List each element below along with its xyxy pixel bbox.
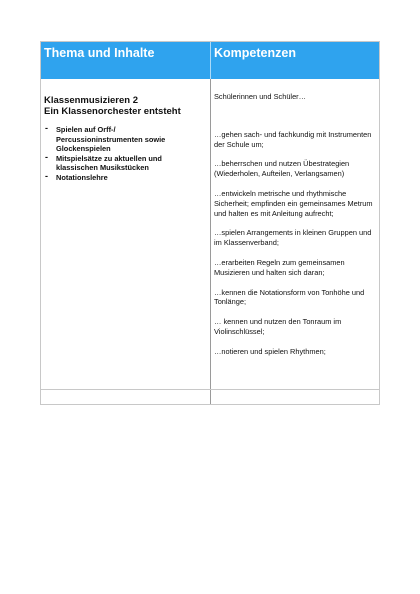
- competencies-intro: Schülerinnen und Schüler…: [214, 92, 307, 101]
- competency-item: …kennen die Notationsform von Tonhöhe und Tonlänge;: [214, 287, 365, 307]
- header-competencies: Kompetenzen: [214, 46, 296, 60]
- competency-item: …spielen Arrangements in kleinen Gruppen und im Klassenverband;: [214, 228, 372, 248]
- competency-item: …gehen sach- und fachkundig mit Instrumenten der Schule um;: [214, 129, 372, 149]
- topic-items: [44, 125, 204, 183]
- competencies-column: [214, 92, 376, 367]
- competency-item: …notieren und spielen Rhythmen;: [214, 346, 326, 356]
- competency-item: … kennen und nutzen den Tonraum im Violinschlüssel;: [214, 317, 342, 336]
- topic-item: - Mitspielsätze zu aktuellen und klassischen Musikstücken: [45, 151, 162, 173]
- topics-column: [44, 95, 204, 183]
- topic-item: - Notationslehre: [45, 170, 108, 182]
- header-topics: Thema und Inhalte: [44, 46, 155, 60]
- competency-item: …erarbeiten Regeln zum gemeinsamen Musizieren und halten sich daran;: [214, 257, 345, 277]
- dash-bullet-icon: -: [45, 123, 48, 133]
- header-divider: [210, 42, 211, 79]
- column-divider: [210, 79, 211, 404]
- dash-bullet-icon: -: [45, 170, 48, 181]
- topic-title-line-1: Klassenmusizieren 2: [44, 95, 138, 106]
- competency-item: …entwickeln metrische und rhythmische Sicherheit; empfinden ein gemeinsames Metrum und halten es mit Anleitung aufrecht;: [214, 188, 373, 218]
- topic-title-line-2: Ein Klassenorchester entsteht: [44, 106, 181, 117]
- curriculum-table: [40, 41, 380, 405]
- dash-bullet-icon: -: [45, 151, 48, 162]
- table-footer-divider: [41, 389, 379, 390]
- topic-item: - Spielen auf Orff-/ Percussioninstrumenten sowie Glockenspielen: [45, 123, 166, 154]
- competency-item: …beherrschen und nutzen Übestrategien (Wiederholen, Aufteilen, Verlangsamen): [214, 159, 350, 179]
- table-header: [41, 42, 379, 79]
